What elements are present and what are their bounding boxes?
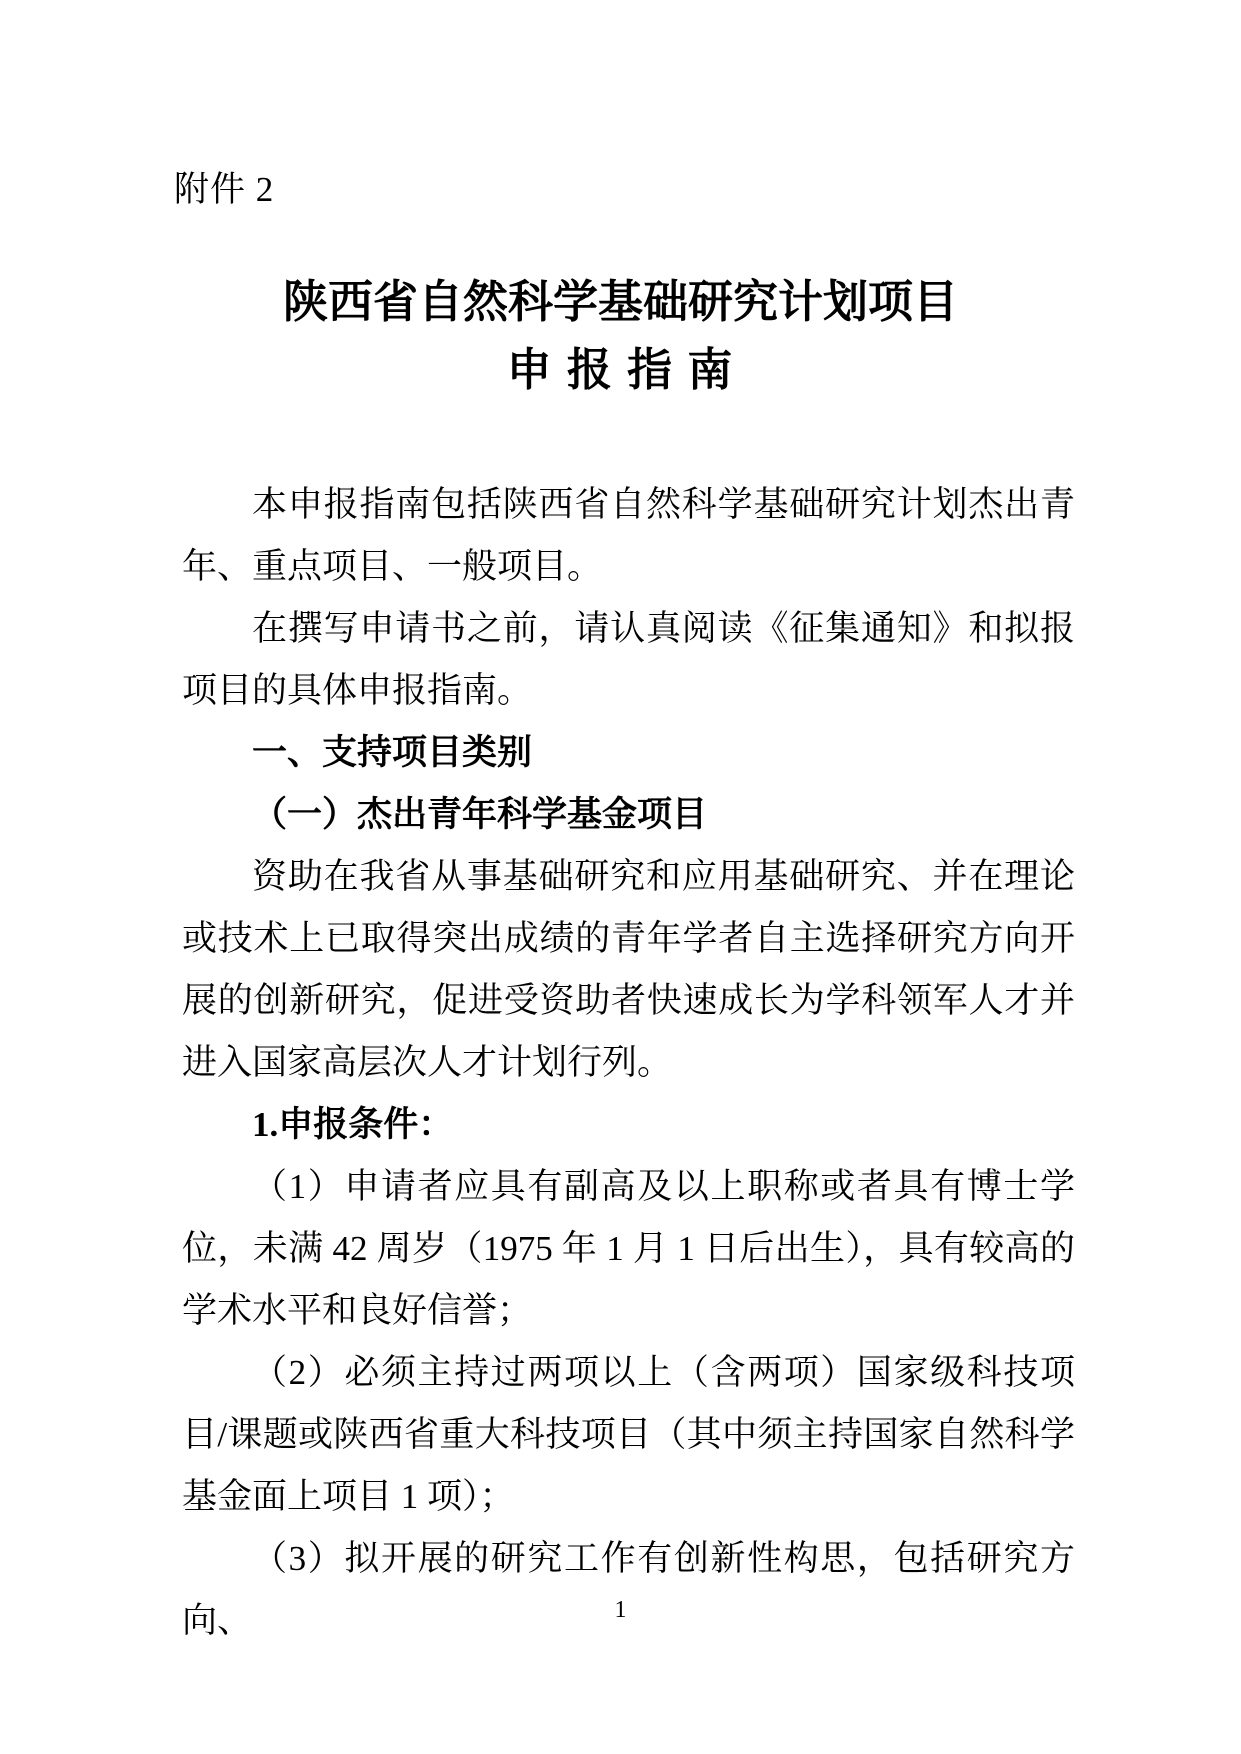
attachment-label: 附件 2 [174,170,275,209]
document-title-line1: 陕西省自然科学基础研究计划项目 [282,277,958,327]
condition-item-2: （2）必须主持过两项以上（含两项）国家级科技项目/课题或陕西省重大科技项目（其中须主持国家自然科学基金面上项目 1 项）； [182,1353,1075,1516]
document-title-line2: 申 报 指 南 [506,345,735,395]
document-title [0,268,1241,404]
subsection-heading-1-1: （一）杰出青年科学基金项目 [252,795,708,834]
page-footer [0,1596,1241,1624]
intro-paragraph-1: 本申报指南包括陕西省自然科学基础研究计划杰出青年、重点项目、一般项目。 [182,485,1075,586]
page-number: 1 [614,1597,627,1623]
condition-item-3: （3）拟开展的研究工作有创新性构思，包括研究方向、 [182,1539,1075,1640]
intro-paragraph-2: 在撰写申请书之前，请认真阅读《征集通知》和拟报项目的具体申报指南。 [182,609,1075,710]
section-heading-1: 一、支持项目类别 [252,733,533,772]
subsection-1-1-description: 资助在我省从事基础研究和应用基础研究、并在理论或技术上已取得突出成绩的青年学者自主选择研究方向开展的创新研究，促进受资助者快速成长为学科领军人才并进入国家高层次人才计划行列。 [182,857,1075,1082]
conditions-heading: 1.申报条件： [252,1105,454,1144]
document-body [182,474,1075,1652]
condition-item-1: （1）申请者应具有副高及以上职称或者具有博士学位，未满 42 周岁（1975 年 1 月 1 日后出生），具有较高的学术水平和良好信誉； [182,1167,1075,1330]
